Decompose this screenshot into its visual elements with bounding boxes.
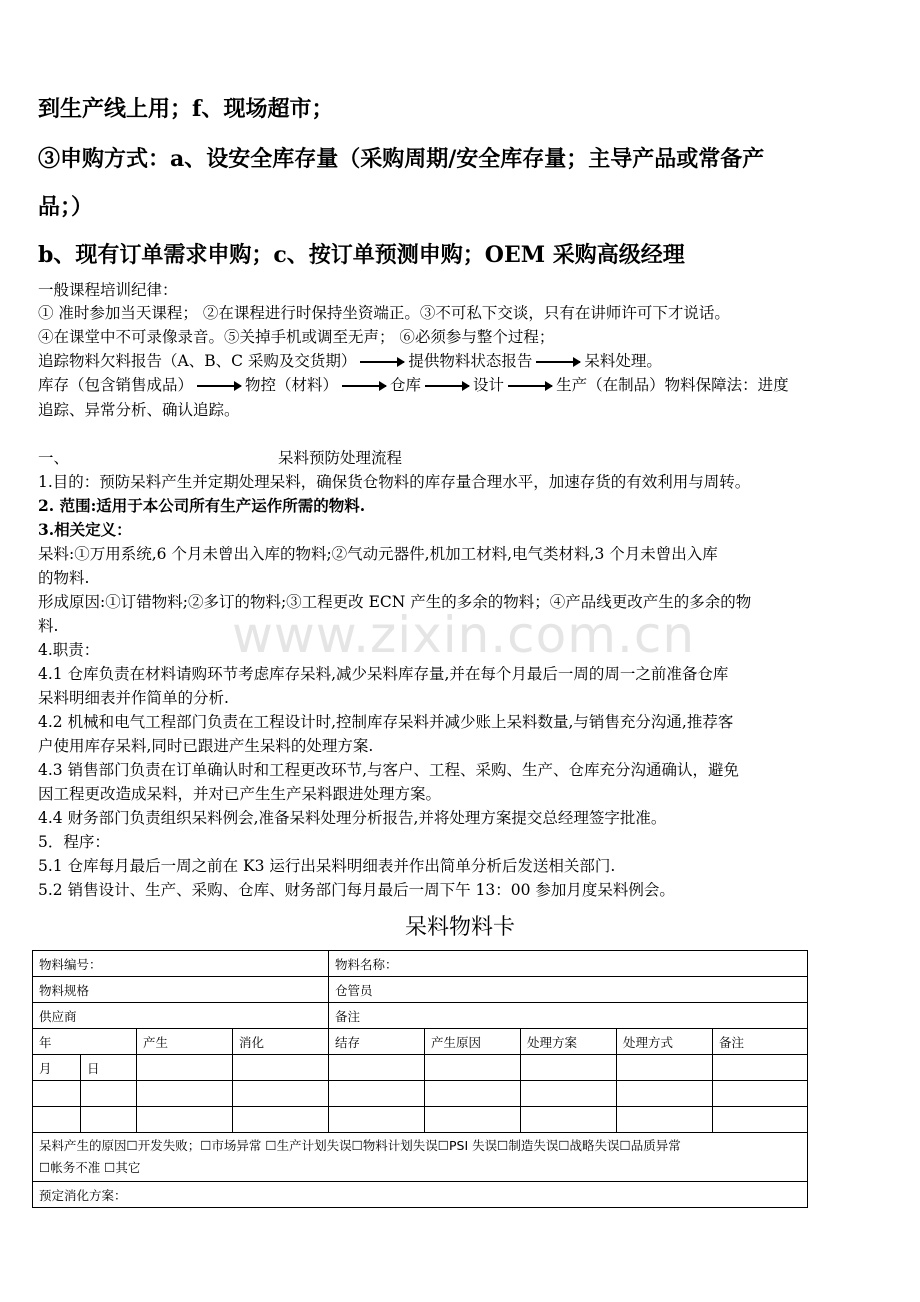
- table-cell[interactable]: [521, 1081, 617, 1107]
- flow2-part3: 仓库: [390, 376, 422, 394]
- body-line: 2. 范围:适用于本公司所有生产运作所需的物料.: [38, 496, 366, 515]
- table-cell[interactable]: [329, 1107, 425, 1133]
- discipline-line-2: ④在课堂中不可录像录音。⑤关掉手机或调至无声； ⑥必须参与整个过程；: [38, 328, 555, 346]
- spec-field[interactable]: 物料规格: [33, 977, 329, 1003]
- table-cell[interactable]: [233, 1055, 329, 1081]
- table-cell[interactable]: [33, 1107, 81, 1133]
- supplier-field[interactable]: 供应商: [33, 1003, 329, 1029]
- body-line: 4.3 销售部门负责在订单确认时和工程更改环节,与客户、工程、采购、生产、仓库充分沟通确认，避免: [38, 761, 740, 779]
- table-cell[interactable]: [425, 1055, 521, 1081]
- table-cell[interactable]: [713, 1107, 808, 1133]
- table-cell[interactable]: [137, 1107, 233, 1133]
- flow-line-2: [38, 373, 789, 395]
- body-line: 呆料:①万用系统,6 个月未曾出入库的物料;②气动元器件,机加工材料,电气类材料,3 个月未曾出入库: [38, 545, 718, 563]
- table-cell[interactable]: [713, 1055, 808, 1081]
- body-line: 户使用库存呆料,同时已跟进产生呆料的处理方案.: [38, 737, 374, 755]
- table-row: [33, 1081, 808, 1107]
- discipline-title: 一般课程培训纪律：: [38, 281, 178, 299]
- table-cell[interactable]: [617, 1055, 713, 1081]
- body-line: 5．程序：: [38, 833, 110, 851]
- col-plan: 处理方案: [521, 1029, 617, 1055]
- table-cell[interactable]: [81, 1081, 137, 1107]
- body-line: 5.1 仓库每月最后一周之前在 K3 运行出呆料明细表并作出简单分析后发送相关部门.: [38, 857, 616, 875]
- col-year: 年: [33, 1029, 137, 1055]
- heading-line-2: ③申购方式：a、设安全库存量（采购周期/安全库存量；主导产品或常备产: [38, 146, 765, 172]
- discipline-line-1: ① 准时参加当天课程； ②在课程进行时保持坐资端正。③不可私下交谈，只有在讲师许可下才说话。: [38, 304, 730, 322]
- flow-line-1: [38, 349, 662, 371]
- arrow-icon: [342, 385, 386, 387]
- remark-field[interactable]: 备注: [329, 1003, 808, 1029]
- flow2-part5: 生产（在制品）物料保障法：进度: [556, 376, 789, 394]
- body-line: 4.职责：: [38, 641, 100, 659]
- table-cell[interactable]: [617, 1081, 713, 1107]
- table-cell[interactable]: [233, 1107, 329, 1133]
- heading-line-1: 到生产线上用；f、现场超市；: [38, 96, 334, 122]
- body-line: 4.4 财务部门负责组织呆料例会,准备呆料处理分析报告,并将处理方案提交总经理签字批准。: [38, 809, 667, 827]
- body-line: 因工程更改造成呆料，并对已产生生产呆料跟进处理方案。: [38, 785, 442, 803]
- table-cell[interactable]: [33, 1081, 81, 1107]
- table-cell[interactable]: [137, 1081, 233, 1107]
- watermark: www.zixin.com.cn: [232, 606, 696, 664]
- body-line: 形成原因:①订错物料;②多订的物料;③工程更改 ECN 产生的多余的物料；④产品线更改产生的多余的物: [38, 593, 752, 611]
- body-line: 的物料.: [38, 569, 90, 587]
- flow2-part2: 物控（材料）: [245, 376, 339, 394]
- arrow-icon: [360, 361, 404, 363]
- card-title: 呆料物料卡: [404, 915, 515, 940]
- table-cell[interactable]: [425, 1081, 521, 1107]
- body-line: 4.1 仓库负责在材料请购环节考虑库存呆料,减少呆料库存量,并在每个月最后一周的周一之前准备仓库: [38, 665, 729, 683]
- flow2-part1: 库存（包含销售成品）: [38, 376, 194, 394]
- col-note: 备注: [713, 1029, 808, 1055]
- flow1-part1: 追踪物料欠料报告（A、B、C 采购及交货期）: [38, 352, 357, 370]
- body-line: 呆料明细表并作简单的分析.: [38, 689, 229, 707]
- col-cause: 产生原因: [425, 1029, 521, 1055]
- col-month: 月: [33, 1055, 81, 1081]
- table-cell[interactable]: [329, 1055, 425, 1081]
- arrow-icon: [197, 385, 241, 387]
- flow1-part3: 呆料处理。: [584, 352, 662, 370]
- causes-line-2: ☐帐务不准 ☐其它: [39, 1160, 141, 1175]
- item-name-field[interactable]: 物料名称：: [329, 951, 808, 977]
- col-balance: 结存: [329, 1029, 425, 1055]
- body-line: 3.相关定义：: [38, 520, 132, 539]
- table-cell[interactable]: [425, 1107, 521, 1133]
- col-day: 日: [81, 1055, 137, 1081]
- col-method: 处理方式: [617, 1029, 713, 1055]
- item-no-field[interactable]: 物料编号：: [33, 951, 329, 977]
- flow2-part4: 设计: [473, 376, 505, 394]
- col-consume: 消化: [233, 1029, 329, 1055]
- table-cell[interactable]: [137, 1055, 233, 1081]
- table-cell[interactable]: [329, 1081, 425, 1107]
- section-number: 一、: [38, 449, 70, 467]
- causes-cell[interactable]: [33, 1133, 808, 1182]
- heading-line-4: b、现有订单需求申购；c、按订单预测申购；OEM 采购高级经理: [38, 242, 685, 268]
- table-cell[interactable]: [521, 1055, 617, 1081]
- table-cell[interactable]: [617, 1107, 713, 1133]
- table-cell[interactable]: [81, 1107, 137, 1133]
- arrow-icon: [508, 385, 552, 387]
- causes-line-1: 呆料产生的原因☐开发失败；☐市场异常 ☐生产计划失误☐物料计划失误☐PSI 失误☐制造失误☐战略失误☐品质异常: [39, 1138, 681, 1153]
- idle-material-card: [32, 950, 808, 1208]
- flow-line-2-cont: 追踪、异常分析、确认追踪。: [38, 401, 240, 419]
- arrow-icon: [425, 385, 469, 387]
- table-cell[interactable]: [233, 1081, 329, 1107]
- body-line: 1.目的：预防呆料产生并定期处理呆料，确保货仓物料的库存量合理水平，加速存货的有效利用与周转。: [38, 473, 751, 491]
- table-row: [33, 1107, 808, 1133]
- body-line: 料.: [38, 617, 59, 635]
- heading-line-3: 品；）: [38, 194, 94, 220]
- section-title: 呆料预防处理流程: [278, 449, 403, 467]
- keeper-field[interactable]: 仓管员: [329, 977, 808, 1003]
- table-cell[interactable]: [713, 1081, 808, 1107]
- body-line: 4.2 机械和电气工程部门负责在工程设计时,控制库存呆料并减少账上呆料数量,与销售充分沟通,推荐客: [38, 713, 734, 731]
- arrow-icon: [536, 361, 580, 363]
- flow1-part2: 提供物料状态报告: [408, 352, 533, 370]
- table-cell[interactable]: [521, 1107, 617, 1133]
- disposal-plan-field[interactable]: 预定消化方案：: [33, 1182, 808, 1208]
- body-line: 5.2 销售设计、生产、采购、仓库、财务部门每月最后一周下午 13：00 参加月度呆料例会。: [38, 881, 675, 899]
- col-produce: 产生: [137, 1029, 233, 1055]
